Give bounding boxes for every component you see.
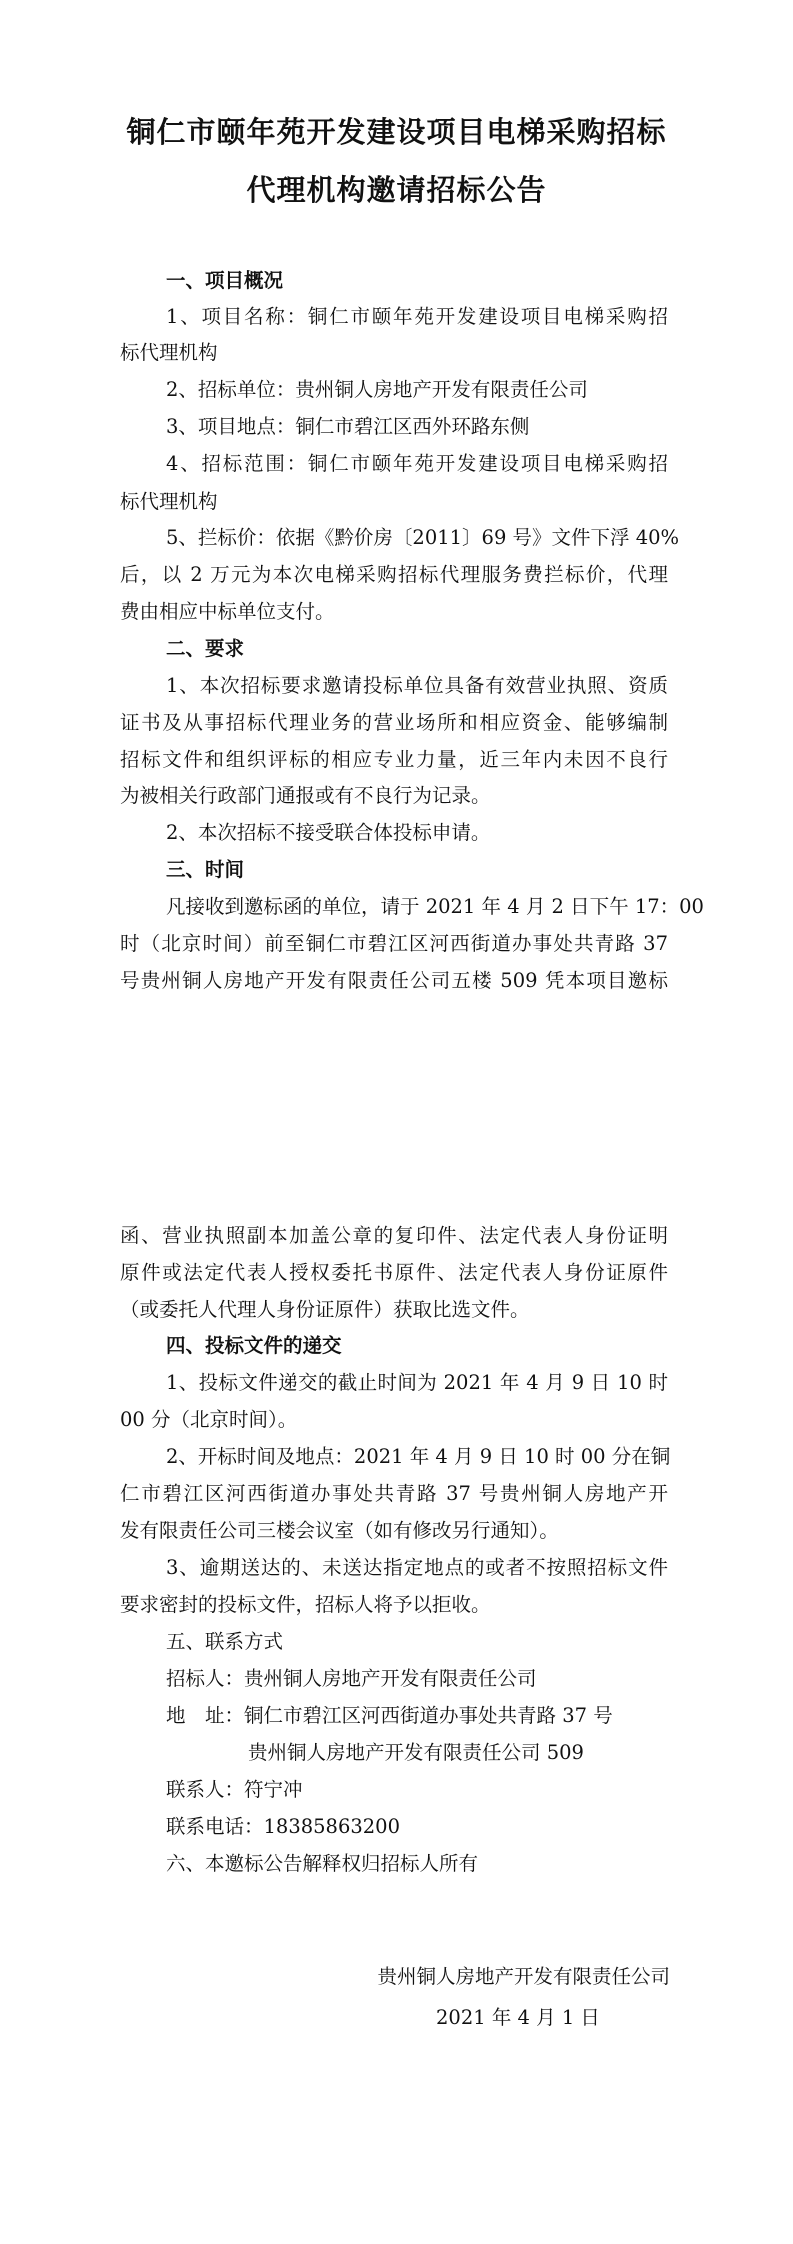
section4-item1-line-a: 1、投标文件递交的截止时间为 2021 年 4 月 9 日 10 时	[166, 1371, 668, 1394]
contact-tenderer: 招标人：贵州铜人房地产开发有限责任公司	[166, 1667, 537, 1690]
section3-para-line-e: 原件或法定代表人授权委托书原件、法定代表人身份证原件	[120, 1261, 668, 1284]
section3-para-line-c: 号贵州铜人房地产开发有限责任公司五楼 509 凭本项目邀标	[120, 969, 668, 992]
section4-heading: 四、投标文件的递交	[166, 1334, 342, 1357]
section2-item1-line-b: 证书及从事招标代理业务的营业场所和相应资金、能够编制	[120, 711, 668, 734]
section2-heading: 二、要求	[166, 637, 245, 660]
section1-item5-line-c: 费由相应中标单位支付。	[120, 600, 335, 623]
section1-item4-line-a: 4、招标范围：铜仁市颐年苑开发建设项目电梯采购招	[166, 452, 668, 475]
title-line-2: 代理机构邀请招标公告	[246, 173, 547, 207]
section2-item1-line-d: 为被相关行政部门通报或有不良行为记录。	[120, 784, 491, 807]
section1-item5-line-b: 后，以 2 万元为本次电梯采购招标代理服务费拦标价，代理	[120, 563, 668, 586]
section2-item1-line-c: 招标文件和组织评标的相应专业力量，近三年内未因不良行	[120, 748, 668, 771]
section4-item1-line-b: 00 分（北京时间）。	[120, 1408, 298, 1431]
contact-person: 联系人：符宁冲	[166, 1778, 303, 1801]
contact-address-line-a: 地 址：铜仁市碧江区河西街道办事处共青路 37 号	[166, 1704, 613, 1727]
section3-para-line-b: 时（北京时间）前至铜仁市碧江区河西街道办事处共青路 37	[120, 932, 668, 955]
section3-para-line-f: （或委托人代理人身份证原件）获取比选文件。	[120, 1298, 530, 1321]
section4-item2-line-c: 发有限责任公司三楼会议室（如有修改另行通知）。	[120, 1519, 559, 1542]
signature-organization: 贵州铜人房地产开发有限责任公司	[377, 1965, 670, 1988]
section1-item4-line-b: 标代理机构	[120, 490, 218, 513]
section2-item1-line-a: 1、本次招标要求邀请投标单位具备有效营业执照、资质	[166, 674, 668, 697]
section1-item1-line-a: 1、项目名称：铜仁市颐年苑开发建设项目电梯采购招	[166, 305, 668, 328]
contact-phone: 联系电话：18385863200	[166, 1815, 400, 1838]
section3-heading: 三、时间	[166, 858, 245, 881]
section4-item2-line-a: 2、开标时间及地点：2021 年 4 月 9 日 10 时 00 分在铜	[166, 1445, 671, 1468]
section4-item2-line-b: 仁市碧江区河西街道办事处共青路 37 号贵州铜人房地产开	[120, 1482, 668, 1505]
section3-para-line-d: 函、营业执照副本加盖公章的复印件、法定代表人身份证明	[120, 1224, 668, 1247]
section5-heading: 五、联系方式	[166, 1630, 284, 1653]
section1-item5-line-a: 5、拦标价：依据《黔价房〔2011〕69 号》文件下浮 40%	[166, 526, 680, 549]
section1-item3: 3、项目地点：铜仁市碧江区西外环路东侧	[166, 415, 530, 438]
section1-heading: 一、项目概况	[166, 269, 284, 292]
section3-para-line-a: 凡接收到邀标函的单位，请于 2021 年 4 月 2 日下午 17：00	[166, 895, 704, 918]
section4-item3-line-a: 3、逾期送达的、未送达指定地点的或者不按照招标文件	[166, 1556, 668, 1579]
section4-item3-line-b: 要求密封的投标文件，招标人将予以拒收。	[120, 1593, 491, 1616]
section1-item2: 2、招标单位：贵州铜人房地产开发有限责任公司	[166, 378, 588, 401]
signature-date: 2021 年 4 月 1 日	[436, 2006, 600, 2029]
section1-item1-line-b: 标代理机构	[120, 341, 218, 364]
section2-item2: 2、本次招标不接受联合体投标申请。	[166, 821, 491, 844]
title-line-1: 铜仁市颐年苑开发建设项目电梯采购招标	[126, 115, 667, 149]
section6-statement: 六、本邀标公告解释权归招标人所有	[166, 1852, 479, 1875]
contact-address-line-b: 贵州铜人房地产开发有限责任公司 509	[248, 1741, 584, 1764]
